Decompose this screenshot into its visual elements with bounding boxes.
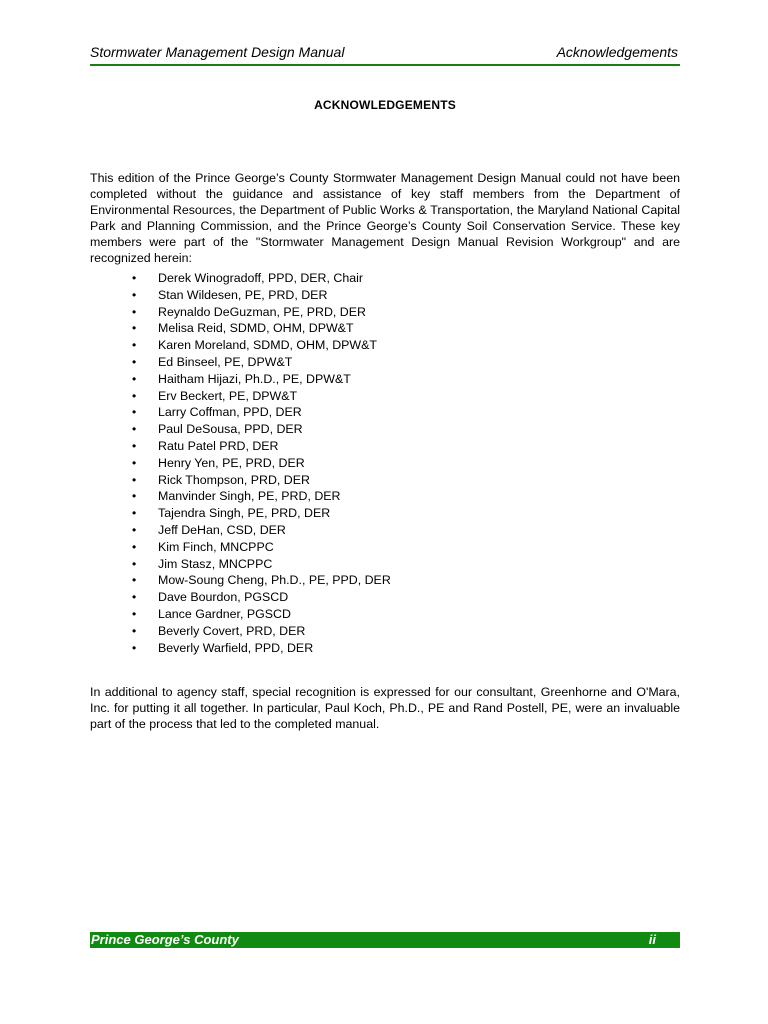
list-item bbox=[130, 371, 630, 388]
member-name: Reynaldo DeGuzman, PE, PRD, DER bbox=[158, 304, 366, 319]
bullet-icon: • bbox=[132, 354, 137, 369]
member-name: Manvinder Singh, PE, PRD, DER bbox=[158, 489, 341, 504]
bullet-icon: • bbox=[132, 590, 137, 605]
bullet-icon: • bbox=[132, 472, 137, 487]
list-item bbox=[130, 388, 630, 405]
member-name: Derek Winogradoff, PPD, DER, Chair bbox=[158, 271, 363, 285]
bullet-icon: • bbox=[132, 539, 137, 554]
member-name: Jim Stasz, MNCPPC bbox=[158, 556, 273, 571]
intro-paragraph: This edition of the Prince George’s County Stormwater Management Design Manual could not have been completed without the guidance and assistance of key staff members from the Department of Environmental Resources, the Department of Public Works & Transportation, the Maryland National Capital Park and Planning Commission, and the Prince George’s County Soil Conservation Service. These key members were part of the "Stormwater Management Design Manual Revision Workgroup" and are recognized herein: bbox=[90, 171, 680, 266]
list-item bbox=[130, 337, 630, 354]
member-name: Henry Yen, PE, PRD, DER bbox=[158, 455, 305, 470]
page-number: ii bbox=[648, 932, 656, 947]
bullet-icon: • bbox=[132, 522, 137, 537]
list-item bbox=[130, 539, 630, 556]
bullet-icon: • bbox=[132, 438, 137, 453]
footer-county: Prince George’s County bbox=[91, 932, 239, 947]
list-item bbox=[130, 455, 630, 472]
bullet-icon: • bbox=[132, 371, 137, 386]
list-item bbox=[130, 505, 630, 522]
list-item bbox=[130, 589, 630, 606]
list-item bbox=[130, 421, 630, 438]
member-name: Beverly Covert, PRD, DER bbox=[158, 623, 306, 638]
list-item bbox=[130, 623, 630, 640]
list-item bbox=[130, 556, 630, 573]
member-name: Melisa Reid, SDMD, OHM, DPW&T bbox=[158, 321, 354, 336]
page-footer bbox=[90, 932, 680, 948]
member-name: Erv Beckert, PE, DPW&T bbox=[158, 388, 298, 403]
member-name: Dave Bourdon, PGSCD bbox=[158, 590, 289, 605]
bullet-icon: • bbox=[132, 623, 137, 638]
list-item bbox=[130, 606, 630, 623]
bullet-icon: • bbox=[132, 556, 137, 571]
bullet-icon: • bbox=[132, 640, 137, 655]
list-item bbox=[130, 488, 630, 505]
bullet-icon: • bbox=[132, 321, 137, 336]
member-name: Ed Binseel, PE, DPW&T bbox=[158, 354, 293, 369]
list-item bbox=[130, 522, 630, 539]
member-name: Jeff DeHan, CSD, DER bbox=[158, 522, 286, 537]
list-item bbox=[130, 472, 630, 489]
bullet-icon: • bbox=[132, 422, 137, 437]
bullet-icon: • bbox=[132, 388, 137, 403]
bullet-icon: • bbox=[132, 405, 137, 420]
bullet-icon: • bbox=[132, 271, 137, 285]
list-item bbox=[130, 304, 630, 321]
member-name: Stan Wildesen, PE, PRD, DER bbox=[158, 287, 328, 302]
list-item bbox=[130, 270, 630, 287]
bullet-icon: • bbox=[132, 506, 137, 521]
bullet-icon: • bbox=[132, 606, 137, 621]
bullet-icon: • bbox=[132, 338, 137, 353]
bullet-icon: • bbox=[132, 287, 137, 302]
bullet-icon: • bbox=[132, 573, 137, 588]
bullet-icon: • bbox=[132, 304, 137, 319]
member-name: Larry Coffman, PPD, DER bbox=[158, 405, 302, 420]
member-name: Rick Thompson, PRD, DER bbox=[158, 472, 310, 487]
member-list bbox=[130, 270, 630, 656]
bullet-icon: • bbox=[132, 489, 137, 504]
closing-paragraph: In additional to agency staff, special recognition is expressed for our consultant, Greenhorne and O'Mara, Inc. for putting it all together. In particular, Paul Koch, Ph.D., PE and Rand Postell, PE, were an invaluable part of the process that led to the completed manual. bbox=[90, 685, 680, 732]
member-name: Kim Finch, MNCPPC bbox=[158, 539, 274, 554]
header-section-name: Acknowledgements bbox=[556, 44, 678, 60]
member-name: Beverly Warfield, PPD, DER bbox=[158, 640, 314, 655]
list-item bbox=[130, 287, 630, 304]
list-item bbox=[130, 320, 630, 337]
bullet-icon: • bbox=[132, 455, 137, 470]
member-name: Haitham Hijazi, Ph.D., PE, DPW&T bbox=[158, 371, 351, 386]
list-item bbox=[130, 640, 630, 657]
header-document-title: Stormwater Management Design Manual bbox=[90, 44, 345, 60]
member-name: Ratu Patel PRD, DER bbox=[158, 438, 279, 453]
member-name: Tajendra Singh, PE, PRD, DER bbox=[158, 506, 331, 521]
member-name: Lance Gardner, PGSCD bbox=[158, 606, 291, 621]
list-item bbox=[130, 438, 630, 455]
member-name: Karen Moreland, SDMD, OHM, DPW&T bbox=[158, 338, 377, 353]
list-item bbox=[130, 404, 630, 421]
page-header bbox=[90, 44, 680, 66]
member-name: Mow-Soung Cheng, Ph.D., PE, PPD, DER bbox=[158, 573, 391, 588]
list-item bbox=[130, 572, 630, 589]
member-name: Paul DeSousa, PPD, DER bbox=[158, 422, 303, 437]
page-title: ACKNOWLEDGEMENTS bbox=[314, 98, 456, 112]
list-item bbox=[130, 354, 630, 371]
